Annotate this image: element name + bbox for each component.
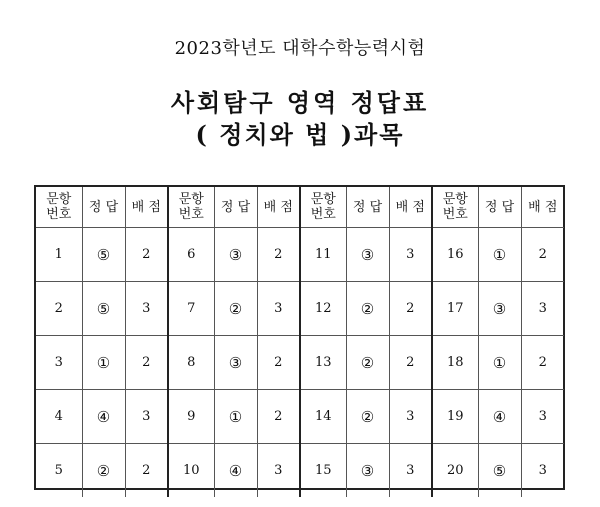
answer-cell: ⑤	[478, 444, 521, 498]
question-number: 19	[432, 390, 478, 444]
question-number: 12	[300, 282, 346, 336]
answer-cell: ①	[82, 336, 125, 390]
question-number: 7	[168, 282, 214, 336]
header-question-no: 문항 번호	[432, 187, 478, 228]
question-number: 9	[168, 390, 214, 444]
answer-cell: ②	[346, 390, 389, 444]
question-number: 20	[432, 444, 478, 498]
answer-cell: ④	[82, 390, 125, 444]
header-answer: 정 답	[82, 187, 125, 228]
answer-cell: ③	[478, 282, 521, 336]
answer-cell: ③	[214, 336, 257, 390]
answer-cell: ④	[214, 444, 257, 498]
points-cell: 2	[257, 228, 300, 282]
header-points: 배 점	[521, 187, 564, 228]
table-row	[36, 390, 564, 444]
question-number: 18	[432, 336, 478, 390]
header-answer: 정 답	[346, 187, 389, 228]
question-number: 4	[36, 390, 82, 444]
question-number: 17	[432, 282, 478, 336]
question-number: 13	[300, 336, 346, 390]
points-cell: 2	[389, 282, 432, 336]
answer-cell: ①	[214, 390, 257, 444]
table-row	[36, 444, 564, 498]
question-number: 2	[36, 282, 82, 336]
answer-cell: ②	[346, 336, 389, 390]
header-answer: 정 답	[478, 187, 521, 228]
table-row	[36, 336, 564, 390]
answer-cell: ②	[82, 444, 125, 498]
header-question-no: 문항 번호	[300, 187, 346, 228]
question-number: 6	[168, 228, 214, 282]
answer-table-container	[34, 185, 565, 490]
header-question-no: 문항 번호	[36, 187, 82, 228]
answer-cell: ③	[346, 444, 389, 498]
answer-cell: ②	[214, 282, 257, 336]
answer-cell: ⑤	[82, 228, 125, 282]
page-title: 사회탐구 영역 정답표	[170, 88, 430, 117]
answer-cell: ⑤	[82, 282, 125, 336]
answer-cell: ④	[478, 390, 521, 444]
points-cell: 3	[521, 390, 564, 444]
question-number: 15	[300, 444, 346, 498]
points-cell: 2	[257, 336, 300, 390]
question-number: 8	[168, 336, 214, 390]
points-cell: 2	[521, 336, 564, 390]
header-points: 배 점	[125, 187, 168, 228]
points-cell: 2	[125, 228, 168, 282]
points-cell: 3	[257, 444, 300, 498]
points-cell: 2	[521, 228, 564, 282]
answer-cell: ①	[478, 336, 521, 390]
answer-cell: ②	[346, 282, 389, 336]
answer-cell: ①	[478, 228, 521, 282]
points-cell: 2	[125, 336, 168, 390]
question-number: 3	[36, 336, 82, 390]
header-points: 배 점	[257, 187, 300, 228]
points-cell: 3	[389, 444, 432, 498]
table-row	[36, 282, 564, 336]
points-cell: 2	[125, 444, 168, 498]
points-cell: 2	[257, 390, 300, 444]
points-cell: 3	[257, 282, 300, 336]
question-number: 5	[36, 444, 82, 498]
points-cell: 3	[521, 282, 564, 336]
answer-cell: ③	[346, 228, 389, 282]
header-answer: 정 답	[214, 187, 257, 228]
question-number: 14	[300, 390, 346, 444]
points-cell: 3	[125, 282, 168, 336]
question-number: 10	[168, 444, 214, 498]
question-number: 16	[432, 228, 478, 282]
question-number: 1	[36, 228, 82, 282]
question-number: 11	[300, 228, 346, 282]
header-points: 배 점	[389, 187, 432, 228]
exam-subtitle: 2023학년도 대학수학능력시험	[174, 38, 426, 59]
points-cell: 2	[389, 336, 432, 390]
subject-title: ( 정치와 법 )과목	[195, 120, 405, 149]
points-cell: 3	[521, 444, 564, 498]
points-cell: 3	[389, 390, 432, 444]
table-row	[36, 228, 564, 282]
answer-cell: ③	[214, 228, 257, 282]
points-cell: 3	[125, 390, 168, 444]
answer-table	[36, 187, 564, 497]
table-header-row	[36, 187, 564, 228]
header-question-no: 문항 번호	[168, 187, 214, 228]
points-cell: 3	[389, 228, 432, 282]
